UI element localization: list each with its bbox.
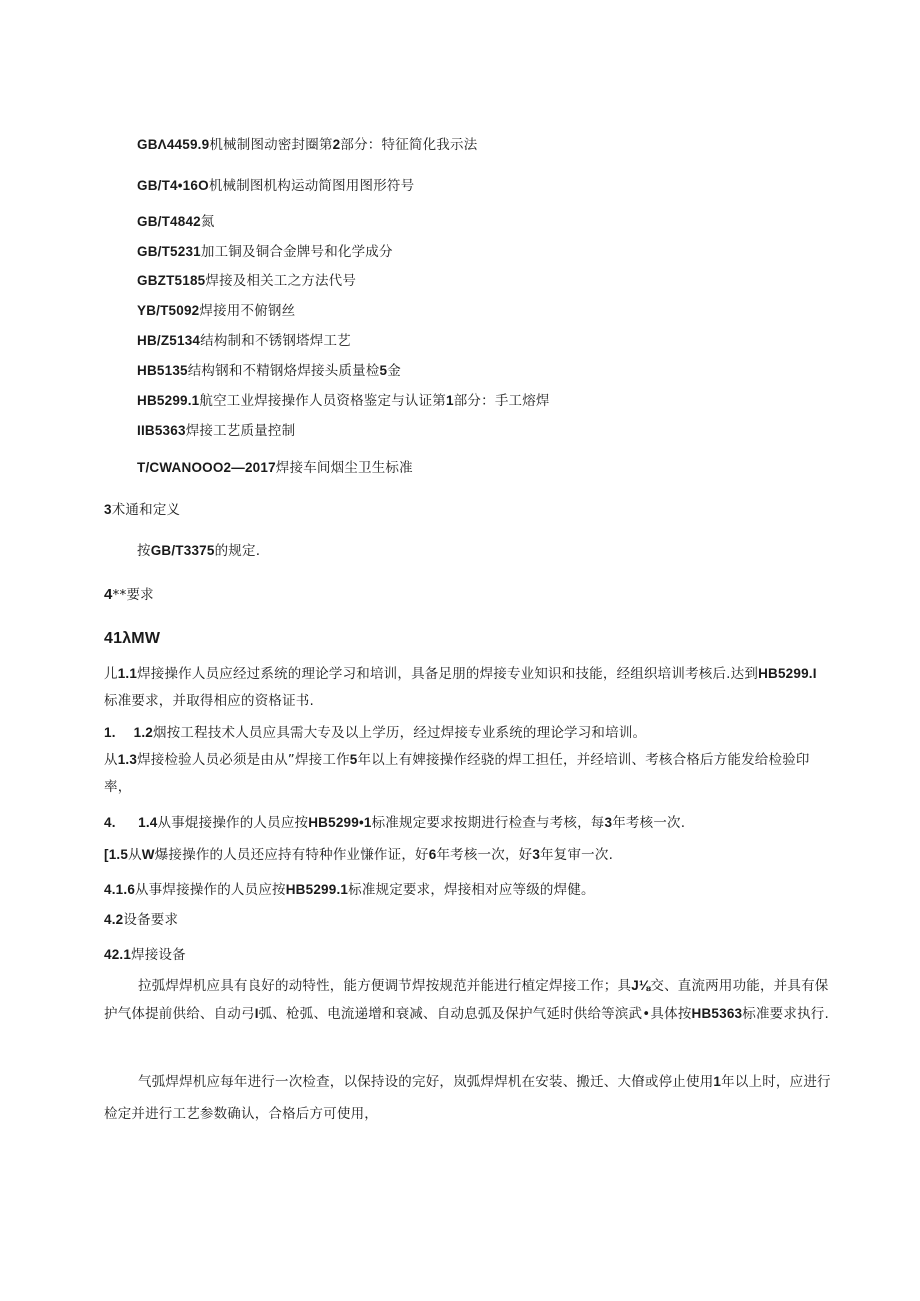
subsection-heading: 41λMW (104, 630, 161, 647)
paragraph: 拉弧焊焊机应具有良好的动特性，能方便调节焊按规范并能进行植定焊接工作；具J⅛交、直流两用功能，并具有保护气体提前供给、自动弓I弧、枪弧、电流递增和衰减、自动息弧及保护气延时供给等滨武•具体按HB5363标准要求执行. (104, 978, 829, 1022)
reference-item: HB/Z5134结构制和不锈钢塔焊工艺 (137, 333, 351, 349)
reference-item: GBZT5185焊接及相关工之方法代号 (137, 273, 357, 289)
subsection-heading: 42.1焊接设备 (104, 947, 186, 963)
reference-item: HB5299.1航空工业焊接操作人员资格鉴定与认证第1部分：手工熔焊 (137, 393, 550, 409)
reference-item: IIB5363焊接工艺质量控制 (137, 423, 296, 439)
reference-item: GB/T4842氮 (137, 214, 215, 230)
list-item: 4.1.6从事焊接操作的人员应按HB5299.1标准规定要求，焊接相对应等级的焊健。 (104, 882, 595, 898)
section-heading: 4**要求 (104, 586, 154, 603)
list-item: 从1.3焊接检验人员必须是由从”焊接工作5年以上有婢接操作经骁的焊工担任，并经培训、考核合格后方能发给检验印 率， (104, 752, 810, 795)
subsection-heading: 4.2设备要求 (104, 912, 179, 928)
reference-item: HB5135结构钢和不精钢烙焊接头质量检5金 (137, 363, 401, 379)
reference-item: GBΛ4459.9机械制图动密封圈第2部分：特征简化我示法 (137, 137, 478, 153)
list-item: 儿1.1焊接操作人员应经过系统的理论学习和培训，具备足朋的焊接专业知识和技能，经组织培训考核后.达到HB5299.I 标准要求，并取得相应的资格证书. (104, 666, 817, 709)
reference-item: GB/T5231加工铜及铜合金牌号和化学成分 (137, 244, 393, 260)
paragraph: 气弧焊焊机应每年进行一次检查，以保持设的完好，岚弧焊焊机在安装、搬迁、大傄或停止使用1年以上时，应进行检定并进行工艺参数确认，合格后方可使用， (104, 1074, 831, 1122)
list-item: 4. 1.4从事焜接操作的人员应按HB5299•1标准规定要求按期进行检查与考核，每3年考核一次. (104, 815, 686, 831)
reference-item: GB/T4•16O机械制图机构运动简图用图形符号 (137, 178, 415, 194)
list-item: [1.5从W爆接操作的人员还应持有特种作业慊作证，好6年考核一次，好3年复审一次. (104, 847, 614, 863)
list-item: 1. 1.2烟按工程技术人员应具需大专及以上学历，经过焊接专业系统的理论学习和培训。 (104, 725, 647, 741)
reference-item: T/CWANOOO2—2017焊接车间烟尘卫生标准 (137, 460, 413, 476)
section-heading: 3术通和定义 (104, 502, 181, 518)
section-body: 按GB/T3375的规定. (137, 543, 261, 559)
reference-item: YB/T5092焊接用不俯钢丝 (137, 303, 296, 319)
